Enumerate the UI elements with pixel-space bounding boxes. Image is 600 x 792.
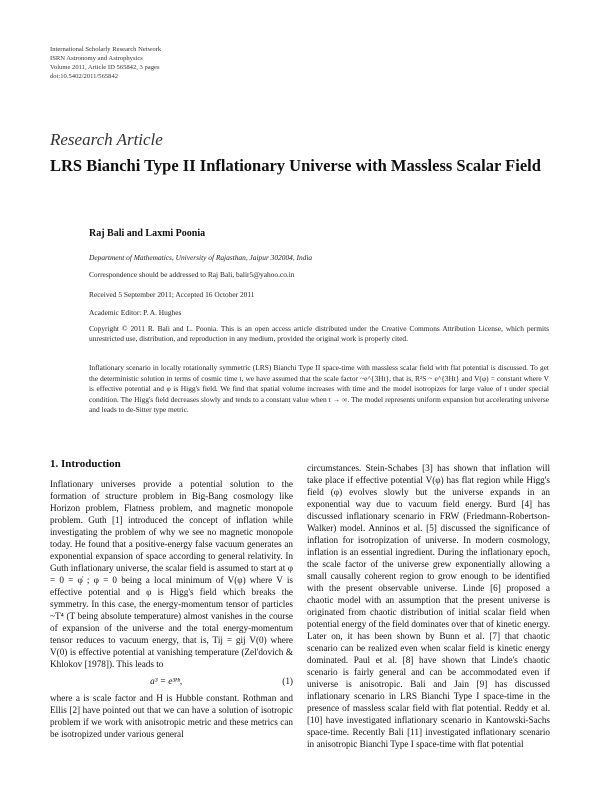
journal-header — [50, 45, 161, 81]
left-column — [50, 478, 293, 740]
received-accepted-dates: Received 5 September 2011; Accepted 16 October 2011 — [89, 290, 255, 299]
paper-title: LRS Bianchi Type II Inflationary Universe with Massless Scalar Field — [50, 156, 541, 175]
authors: Raj Bali and Laxmi Poonia — [89, 228, 206, 239]
section-heading: 1. Introduction — [50, 458, 121, 470]
intro-paragraph-3: circumstances. Stein-Schabes [3] has shown that inflation will take place if effective potential V(φ) has flat region while Higg's field (φ) evolves slowly but the universe expands in an exponential way due to vacuum field energy. Burd [4] has discussed inflationary scenario in FRW (Friedmann-Robertson-Walker) model. Anninos et al. [5] discussed the significance of inflation for isotropization of universe. In modern cosmology, inflation is an essential ingredient. During the inflationary epoch, the scale factor of the universe grew exponentially allowing a small causally coherent region to grow enough to be identified with the present observable universe. Linde [6] proposed a chaotic model with an assumption that the present universe is originated from chaotic distribution of initial scalar field when potential energy of the field dominates over that of kinetic energy. Later on, it has been shown by Bunn et al. [7] that chaotic scenario can be realized even when scalar field is kinetic energy dominated. Paul et al. [8] have shown that Linde's chaotic scenario is fairly general and can be accommodated even if universe is anisotropic. Bali and Jain [9] has discussed inflationary scenario in LRS Bianchi Type I space-time in the presence of massless scalar field with flat potential. Reddy et al. [10] have investigated inflationary scenario in Kantowski-Sachs space-time. Recently Bali [11] investigated inflationary scenario in anisotropic Bianchi Type I space-time with flat potential — [307, 463, 550, 749]
article-type: Research Article — [50, 130, 163, 149]
journal-doi: doi:10.5402/2011/565842 — [50, 73, 119, 80]
journal-volume: Volume 2011, Article ID 565842, 3 pages — [50, 64, 160, 71]
abstract: Inflationary scenario in locally rotationally symmetric (LRS) Bianchi Type II space-time with massless scalar field with flat potential is discussed. To get the deterministic solution in terms of cosmic time t, we have assumed that the scale factor ~e^{3Ht}, that is, R²S ~ e^{3Ht} and V(φ) = constant where V is effective potential and φ is Higg's field. We find that spatial volume increases with time and the model isotropizes for large value of t under special condition. The Higg's field decreases slowly and tends to a constant value when t → ∞. The model represents uniform expansion but accelerating universe and leads to de-Sitter type metric. — [89, 363, 549, 414]
intro-paragraph-1: Inflationary universes provide a potential solution to the formation of structure problem in Big-Bang cosmology like Horizon problem, Flatness problem, and magnetic monopole problem. Guth [1] introduced the concept of inflation while investigating the problem of why we see no magnetic monopole today. He found that a positive-energy false vacuum generates an exponential expansion of space according to general relativity. In Guth inflationary universe, the scalar field is assumed to start at φ = 0 = φ̇ ; φ = 0 being a local minimum of V(φ) where V is effective potential and φ is Higg's field which breaks the symmetry. In this case, the energy-momentum tensor of particles ~T⁴ (T being absolute temperature) almost vanishes in the course of expansion of the universe and the total energy-momentum tensor reduces to vacuum energy, that is, Tij = gij V(0) where V(0) is effective potential at vanishing temperature (Zel'dovich & Khlokov [1978]). This leads to — [50, 479, 293, 669]
copyright-notice: Copyright © 2011 R. Bali and L. Poonia. This is an open access article distributed under the Creative Commons Attribution License, which permits unrestricted use, distribution, and reproduction in any medium, provided the original work is properly cited. — [89, 324, 549, 343]
right-column — [307, 462, 550, 750]
intro-paragraph-2: where a is scale factor and H is Hubble constant. Rothman and Ellis [2] have pointed out that we can have a solution of isotropic problem if we work with anisotropic metric and these metrics can be isotropized under various general — [50, 693, 293, 739]
affiliation: Department of Mathematics, University of Rajasthan, Jaipur 302004, India — [89, 253, 313, 262]
journal-network: International Scholarly Research Network — [50, 46, 162, 53]
academic-editor: Academic Editor: P. A. Hughes — [89, 308, 182, 317]
correspondence: Correspondence should be addressed to Raj Bali, balir5@yahoo.co.in — [89, 270, 295, 279]
equation-number: (1) — [282, 676, 293, 686]
equation-1 — [50, 675, 293, 687]
journal-title: ISRN Astronomy and Astrophysics — [50, 55, 143, 62]
equation-body: a³ = e³ᴴᵗ, — [150, 676, 183, 686]
